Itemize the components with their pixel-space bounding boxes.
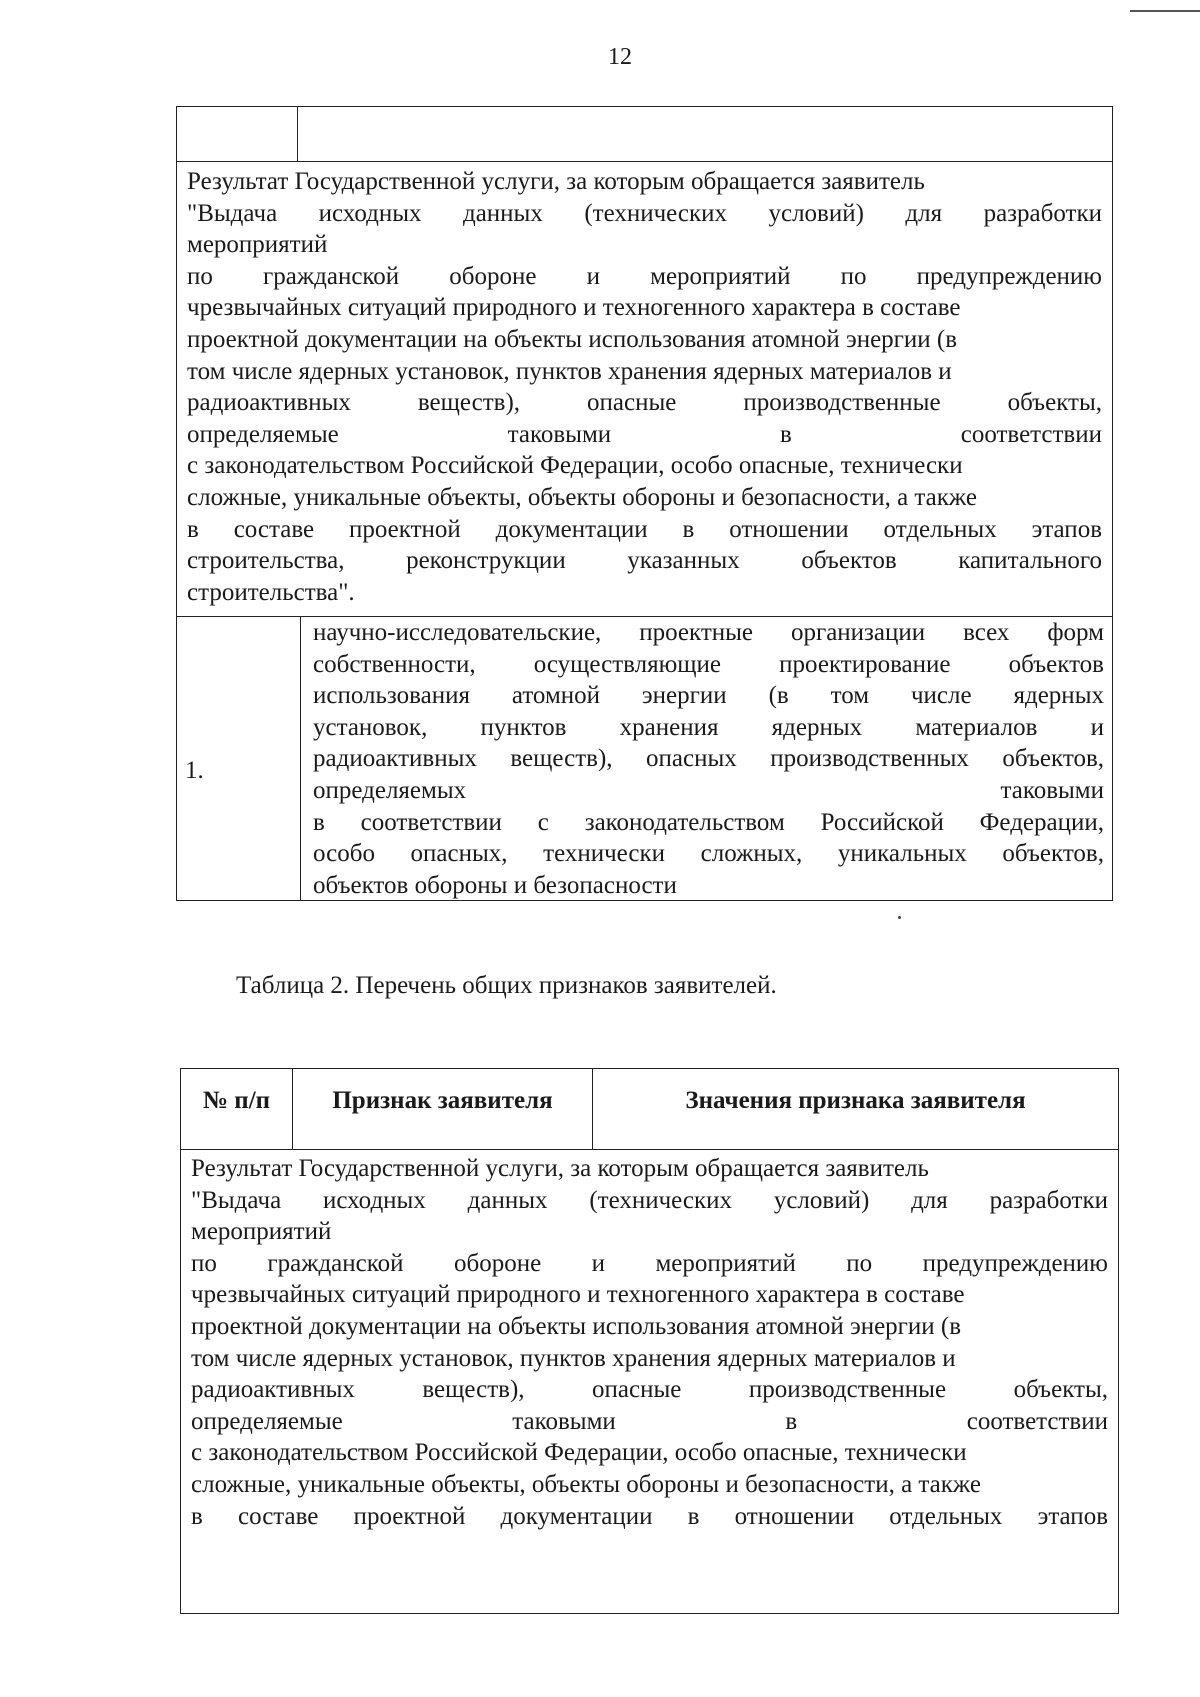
result-line: строительства, реконструкции указанных объектов капитального xyxy=(187,547,1102,575)
result-line: том числе ядерных установок, пунктов хранения ядерных материалов и xyxy=(191,1344,956,1372)
result-line: в составе проектной документации в отношении отдельных этапов xyxy=(187,515,1102,543)
applicant-line: особо опасных, технически сложных, уникальных объектов, xyxy=(313,840,1104,868)
table-2-header-row xyxy=(181,1069,1119,1150)
result-line: по гражданской обороне и мероприятий по предупреждению xyxy=(191,1249,1108,1277)
result-line: мероприятий xyxy=(187,231,328,259)
table-1-result-cell xyxy=(177,162,1113,617)
scan-speck xyxy=(898,916,901,919)
applicant-line: в соответствии с законодательством Российской Федерации, xyxy=(313,808,1104,836)
table-1 xyxy=(176,106,1113,901)
header-number: № п/п xyxy=(181,1069,293,1149)
result-line: с законодательством Российской Федерации, особо опасные, технически xyxy=(187,452,963,480)
applicant-line: определяемых таковыми xyxy=(313,776,1104,804)
scan-corner-mark xyxy=(1130,0,1200,12)
applicant-description xyxy=(301,617,1113,900)
result-line: определяемые таковыми в соответствии xyxy=(191,1407,1108,1435)
header-applicant-attribute: Признак заявителя xyxy=(293,1069,593,1149)
applicant-line: объектов обороны и безопасности xyxy=(313,871,677,899)
applicant-line: радиоактивных веществ), опасных производственных объектов, xyxy=(313,745,1104,773)
result-line: мероприятий xyxy=(191,1218,332,1246)
result-line: определяемые таковыми в соответствии xyxy=(187,420,1102,448)
table-2-result-cell xyxy=(181,1150,1119,1614)
result-line: строительства". xyxy=(187,578,355,606)
result-line: том числе ядерных установок, пунктов хранения ядерных материалов и xyxy=(187,357,952,385)
applicant-line: использования атомной энергии (в том числе ядерных xyxy=(313,682,1104,710)
applicant-line: научно-исследовательские, проектные организации всех форм xyxy=(313,619,1104,646)
table-2-caption: Таблица 2. Перечень общих признаков заявителей. xyxy=(236,972,777,999)
result-line: "Выдача исходных данных (технических условий) для разработки xyxy=(187,199,1102,227)
applicant-line: установок, пунктов хранения ядерных материалов и xyxy=(313,713,1104,741)
result-line: радиоактивных веществ), опасные производственные объекты, xyxy=(187,389,1102,417)
table-1-applicant-row xyxy=(177,617,1113,901)
table-2 xyxy=(180,1068,1119,1614)
result-line: чрезвычайных ситуаций природного и техногенного характера в составе xyxy=(191,1281,965,1309)
header-attribute-values: Значения признака заявителя xyxy=(593,1069,1119,1149)
result-line: сложные, уникальные объекты, объекты обороны и безопасности, а также xyxy=(187,483,977,511)
result-line: в составе проектной документации в отношении отдельных этапов xyxy=(191,1502,1108,1530)
result-line: радиоактивных веществ), опасные производственные объекты, xyxy=(191,1376,1108,1404)
table-1-empty-row xyxy=(177,107,1113,162)
result-line: сложные, уникальные объекты, объекты обороны и безопасности, а также xyxy=(191,1470,981,1498)
table-1-empty-cell-1 xyxy=(177,107,298,161)
result-line: проектной документации на объекты использования атомной энергии (в xyxy=(187,325,958,353)
result-line: чрезвычайных ситуаций природного и техногенного характера в составе xyxy=(187,294,961,322)
result-line: по гражданской обороне и мероприятий по предупреждению xyxy=(187,262,1102,290)
page-number: 12 xyxy=(608,44,632,70)
result-line: Результат Государственной услуги, за которым обращается заявитель xyxy=(191,1155,929,1182)
result-line: "Выдача исходных данных (технических условий) для разработки xyxy=(191,1186,1108,1214)
applicant-line: собственности, осуществляющие проектирование объектов xyxy=(313,650,1104,678)
result-line: с законодательством Российской Федерации, особо опасные, технически xyxy=(191,1439,967,1467)
row-number: 1. xyxy=(177,617,301,900)
result-line: Результат Государственной услуги, за которым обращается заявитель xyxy=(187,168,925,195)
result-line: проектной документации на объекты использования атомной энергии (в xyxy=(191,1312,962,1340)
table-1-empty-cell-2 xyxy=(298,107,1113,161)
